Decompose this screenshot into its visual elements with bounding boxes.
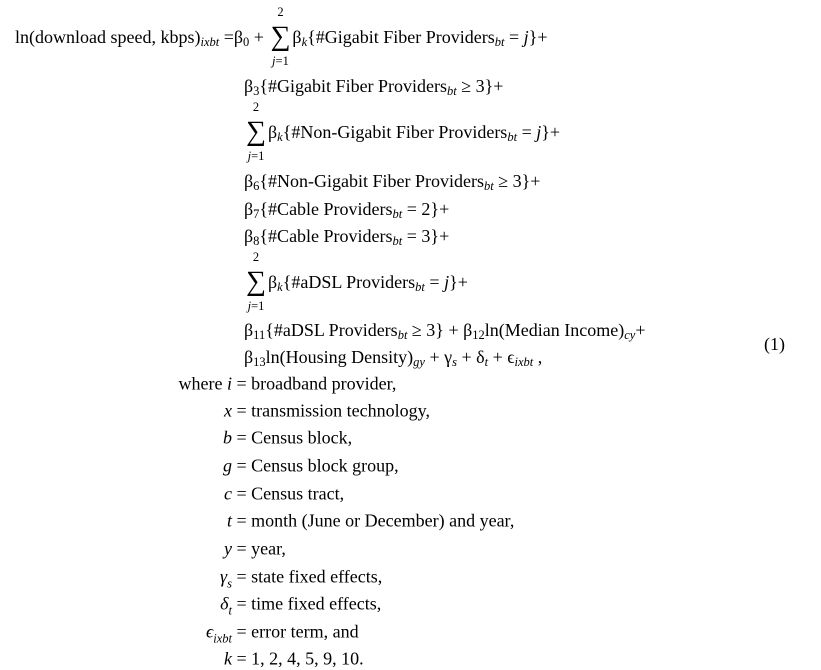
math-text: {#Non-Gigabit Fiber Providers <box>259 171 485 191</box>
definition-symbol <box>0 511 232 532</box>
subscript: k <box>301 34 308 49</box>
subscript: s <box>452 354 457 369</box>
definition-text: Census block group, <box>251 455 399 476</box>
math-text: {#Gigabit Fiber Providers <box>307 27 495 47</box>
math-text: β <box>244 320 254 340</box>
definition-row <box>0 593 382 618</box>
symbol: i <box>226 373 232 394</box>
math-text: β <box>292 27 302 47</box>
math-text: β <box>244 76 254 96</box>
equals-sign: = <box>232 455 252 476</box>
definition-text: state fixed effects, <box>251 566 383 587</box>
equation-line <box>244 199 449 219</box>
math-text: + <box>249 27 269 47</box>
subscript: bt <box>392 233 403 248</box>
symbol: k <box>224 648 232 669</box>
definition-symbol <box>0 401 232 422</box>
math-text: + γ <box>424 347 453 367</box>
math-text: }+ <box>449 272 468 292</box>
summation <box>246 250 266 314</box>
sum-start: =1 <box>251 149 265 163</box>
equals-sign: = <box>232 648 252 669</box>
math-text: {#aDSL Providers <box>282 272 416 292</box>
math-text: , <box>533 347 543 367</box>
math-text: = <box>517 122 537 142</box>
sum-upper-limit: 2 <box>252 100 260 114</box>
equals-sign: = <box>232 373 252 394</box>
equation-line <box>244 76 503 96</box>
math-text: {#Cable Providers <box>259 199 393 219</box>
definition-symbol <box>0 374 232 395</box>
subscript: bt <box>415 279 425 294</box>
math-text: {#aDSL Providers <box>265 320 398 340</box>
subscript: k <box>277 129 283 144</box>
symbol: c <box>224 483 232 504</box>
math-text: }+ <box>541 122 561 142</box>
definition-row <box>0 401 430 422</box>
math-text: β <box>244 347 254 367</box>
equation-line <box>244 347 542 367</box>
definition-row <box>0 539 286 560</box>
subscript: ixbt <box>514 354 534 369</box>
definition-text: month (June or December) and year, <box>251 510 515 531</box>
subscript: 11 <box>253 327 266 342</box>
subscript: bt <box>447 83 457 98</box>
math-text: {#Cable Providers <box>259 226 393 246</box>
subscript: 7 <box>253 206 260 221</box>
subscript: cy <box>624 327 636 342</box>
subscript: 3 <box>253 83 260 98</box>
symbol: t <box>226 510 232 531</box>
equation-line <box>244 171 540 191</box>
math-variable: j <box>523 27 529 47</box>
definition-text: 1, 2, 4, 5, 9, 10. <box>251 648 364 669</box>
math-text: ln(Housing Density) <box>265 347 414 367</box>
definition-row <box>0 649 364 670</box>
equation-line <box>244 250 468 314</box>
definition-text: Census tract, <box>251 483 345 504</box>
math-text: + ϵ <box>488 347 515 367</box>
sigma-symbol: ∑ <box>270 21 291 52</box>
definition-text: broadband provider, <box>251 373 397 394</box>
definition-row <box>0 374 396 395</box>
definition-row <box>0 484 344 505</box>
subscript: k <box>277 279 283 294</box>
math-text: ≥ 3} + β <box>407 320 473 340</box>
symbol: γ <box>220 566 228 587</box>
math-text: = <box>219 27 234 47</box>
sum-upper-limit: 2 <box>277 5 284 19</box>
math-text: β <box>244 199 254 219</box>
sum-index: j <box>247 299 252 313</box>
math-text: β <box>267 272 278 292</box>
subscript: t <box>484 354 489 369</box>
definition-row <box>0 456 399 477</box>
subscript: bt <box>494 34 505 49</box>
definition-symbol <box>0 456 232 477</box>
definition-text: error term, and <box>251 621 359 642</box>
subscript: gy <box>413 354 425 369</box>
subscript: 12 <box>472 327 485 342</box>
summation <box>246 100 266 164</box>
definition-symbol <box>0 428 232 449</box>
sum-index: j <box>272 54 276 68</box>
symbol: y <box>224 538 232 559</box>
math-text: ≥ 3}+ <box>456 76 504 96</box>
symbol: ϵ <box>205 621 214 642</box>
math-text: β <box>244 226 254 246</box>
subscript: bt <box>397 327 408 342</box>
definition-text: year, <box>251 538 286 559</box>
symbol: δ <box>220 593 229 614</box>
equals-sign: = <box>232 510 252 531</box>
math-text: ln(download speed, kbps) <box>15 27 201 47</box>
equation-line <box>244 100 560 164</box>
sum-lower-limit <box>272 54 289 69</box>
definition-row <box>0 511 514 532</box>
symbol: b <box>223 427 232 448</box>
math-text: = <box>504 27 524 47</box>
equation-line <box>244 320 645 340</box>
math-text: β <box>267 122 278 142</box>
math-text: = 2}+ <box>402 199 450 219</box>
equals-sign: = <box>232 427 252 448</box>
math-text: {#Non-Gigabit Fiber Providers <box>282 122 508 142</box>
equation-line <box>15 5 547 69</box>
sum-lower-limit <box>248 149 265 164</box>
definition-row <box>0 428 352 449</box>
equals-sign: = <box>232 538 252 559</box>
sum-upper-limit: 2 <box>252 250 260 264</box>
summation <box>270 5 290 69</box>
sum-lower-limit <box>248 299 265 314</box>
math-text: ≥ 3}+ <box>493 171 541 191</box>
math-text: {#Gigabit Fiber Providers <box>259 76 448 96</box>
definition-text: transmission technology, <box>251 400 430 421</box>
subscript: bt <box>392 206 403 221</box>
math-text: + δ <box>456 347 485 367</box>
math-text: + <box>635 320 646 340</box>
definition-row <box>0 621 359 646</box>
math-variable: j <box>536 122 542 142</box>
definition-symbol <box>0 484 232 505</box>
subscript: 8 <box>253 233 260 248</box>
subscript: 6 <box>253 178 260 193</box>
subscript: 13 <box>253 354 266 369</box>
equals-sign: = <box>232 566 252 587</box>
symbol-subscript: t <box>228 603 232 618</box>
sum-index: j <box>247 149 252 163</box>
definition-symbol <box>0 539 232 560</box>
symbol: x <box>224 400 232 421</box>
math-text: β <box>233 27 244 47</box>
definition-text: time fixed effects, <box>251 593 382 614</box>
math-text: ln(Median Income) <box>484 320 625 340</box>
math-text: }+ <box>528 27 548 47</box>
math-text: = <box>424 272 445 292</box>
sigma-symbol: ∑ <box>246 116 266 147</box>
definition-symbol <box>0 621 232 646</box>
subscript: bt <box>507 129 518 144</box>
math-text: = 3}+ <box>402 226 450 246</box>
definition-symbol <box>0 566 232 591</box>
definition-text: Census block, <box>251 427 353 448</box>
equals-sign: = <box>232 483 252 504</box>
definition-symbol <box>0 649 232 670</box>
subscript: 0 <box>243 34 250 49</box>
symbol: g <box>223 455 232 476</box>
symbol-subscript: ixbt <box>213 631 232 646</box>
symbol-subscript: s <box>227 576 232 591</box>
math-variable: j <box>444 272 450 292</box>
where-word: where <box>178 373 227 394</box>
equation-number: (1) <box>764 334 785 354</box>
math-text: β <box>244 171 254 191</box>
subscript: ixbt <box>200 34 220 49</box>
definition-symbol <box>0 593 232 618</box>
equals-sign: = <box>232 593 252 614</box>
equals-sign: = <box>232 400 252 421</box>
sum-start: =1 <box>275 54 289 68</box>
subscript: bt <box>484 178 494 193</box>
sigma-symbol: ∑ <box>246 266 266 297</box>
sum-start: =1 <box>251 299 265 313</box>
definition-row <box>0 566 383 591</box>
equation-line <box>244 226 449 246</box>
equals-sign: = <box>232 621 252 642</box>
